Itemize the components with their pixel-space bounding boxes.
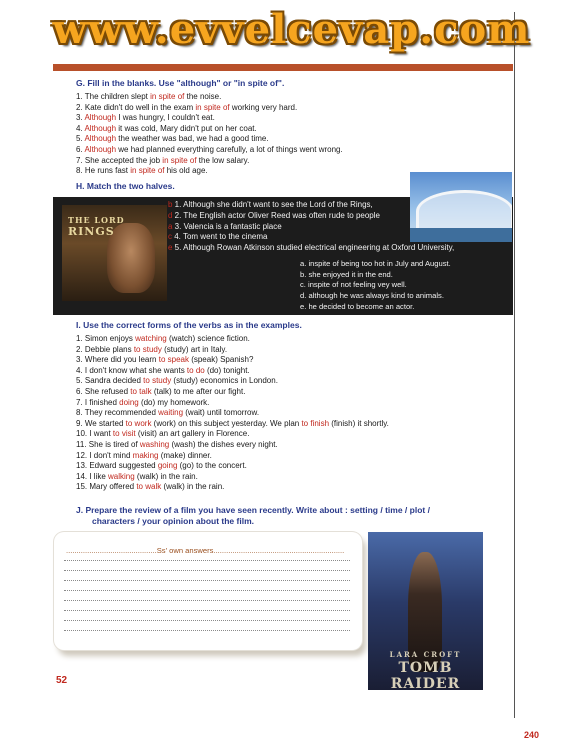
answer-text: making xyxy=(132,450,159,460)
fill-blank-item xyxy=(76,145,343,156)
match-sentence xyxy=(168,211,454,222)
item-text: the low salary. xyxy=(196,155,250,165)
item-text: (study) economics in London. xyxy=(171,376,278,386)
item-text: (walk) in the rain. xyxy=(161,482,225,492)
item-text: (walk) in the rain. xyxy=(134,471,198,481)
section-g-list xyxy=(76,92,343,177)
tomb-raider-poster xyxy=(368,532,483,690)
fill-blank-item xyxy=(76,92,343,103)
verb-form-item xyxy=(76,355,389,366)
answer-text: Although xyxy=(84,113,117,123)
answer-text: in spite of xyxy=(162,155,197,165)
sentence-text: 2. The English actor Oliver Reed was often rude to people xyxy=(172,210,380,220)
fill-blank-item xyxy=(76,134,343,145)
item-text: the noise. xyxy=(184,92,222,101)
match-sentence xyxy=(168,243,454,254)
item-text: 12. I don't mind xyxy=(76,450,133,460)
item-text: (talk) to me after our fight. xyxy=(151,386,246,396)
answer-text: to work xyxy=(125,418,152,428)
verb-form-item xyxy=(76,408,389,419)
item-text: (speak) Spanish? xyxy=(188,355,254,365)
item-text: 11. She is tired of xyxy=(76,439,140,449)
verb-form-item xyxy=(76,482,389,493)
verb-form-item xyxy=(76,451,389,462)
item-text: (make) dinner. xyxy=(158,450,212,460)
match-sentence xyxy=(168,222,454,233)
writing-line xyxy=(64,570,350,571)
verb-form-item xyxy=(76,387,389,398)
poster-title-line1: LARA CROFT xyxy=(389,650,462,659)
item-text: 1. The children slept xyxy=(76,92,151,101)
item-text: his old age. xyxy=(164,166,208,176)
item-text: (watch) science fiction. xyxy=(166,334,250,343)
answer-text: to finish xyxy=(301,418,330,428)
item-text: 2. Kate didn't do well in the exam xyxy=(76,102,196,112)
answer-text: to visit xyxy=(112,429,136,439)
match-sentence xyxy=(168,232,454,243)
page-number: 52 xyxy=(56,675,68,686)
item-text: (wash) the dishes every night. xyxy=(169,439,278,449)
match-letter: a xyxy=(168,221,173,231)
poster-title-line2: TOMB RAIDER xyxy=(390,660,461,690)
match-letter: d xyxy=(168,210,173,220)
fill-blank-item xyxy=(76,103,343,114)
match-answer: c. inspite of not feeling vey well. xyxy=(300,280,407,290)
writing-line xyxy=(64,620,350,621)
review-writing-box[interactable] xyxy=(54,532,362,650)
section-g-title: G. Fill in the blanks. Use "although" or "in spite of". xyxy=(76,78,285,88)
answer-text: washing xyxy=(139,439,170,449)
match-answer: e. he decided to become an actor. xyxy=(300,301,415,311)
item-text: 4. xyxy=(76,123,85,133)
match-sentences xyxy=(168,200,454,254)
fill-blank-item xyxy=(76,113,343,124)
item-text: 6. xyxy=(76,144,85,154)
answer-text: to walk xyxy=(136,482,162,492)
writing-line xyxy=(64,580,350,581)
match-answer: a. inspite of being too hot in July and August. xyxy=(300,259,451,268)
item-text: (do) my homework. xyxy=(138,397,210,407)
answer-text: watching xyxy=(135,334,167,343)
item-text: it was cold, Mary didn't put on her coat. xyxy=(116,123,257,133)
section-j-title-line1: J. Prepare the review of a film you have seen recently. Write about : setting / time / plot / xyxy=(76,505,430,515)
item-text: 1. Simon enjoys xyxy=(76,334,136,343)
writing-line xyxy=(64,630,350,631)
answer-note: ...........................................Ss' own answers.............................................................. xyxy=(66,546,345,555)
item-text: (go) to the concert. xyxy=(177,461,247,471)
writing-line xyxy=(64,600,350,601)
match-sentence xyxy=(168,200,454,211)
section-j-title-line2: characters / your opinion about the film. xyxy=(92,516,254,526)
item-text: 7. I finished xyxy=(76,397,120,407)
verb-form-item xyxy=(76,472,389,483)
item-text: 2. Debbie plans xyxy=(76,344,134,354)
item-text: 14. I like xyxy=(76,471,109,481)
item-text: (finish) it shortly. xyxy=(329,418,389,428)
item-text: I was hungry, I couldn't eat. xyxy=(116,113,215,123)
verb-form-item xyxy=(76,461,389,472)
fill-blank-item xyxy=(76,166,343,177)
poster-title-line2: RINGS xyxy=(68,225,115,238)
sentence-text: 1. Although she didn't want to see the Lord of the Rings, xyxy=(172,200,373,209)
item-text: (work) on this subject yesterday. We plan xyxy=(151,418,302,428)
verb-form-item xyxy=(76,345,389,356)
verb-form-item xyxy=(76,398,389,409)
verb-form-item xyxy=(76,429,389,440)
item-text: (do) tonight. xyxy=(204,365,250,375)
answer-text: to do xyxy=(186,365,205,375)
section-h-title: H. Match the two halves. xyxy=(76,181,175,191)
corner-number: 240 xyxy=(524,730,540,740)
item-text: 15. Mary offered xyxy=(76,482,137,492)
answer-text: in spite of xyxy=(195,102,230,112)
item-text: 3. xyxy=(76,113,85,123)
sentence-text: 4. Tom went to the cinema xyxy=(172,232,268,242)
verb-form-item xyxy=(76,366,389,377)
fill-blank-item xyxy=(76,124,343,135)
fill-blank-item xyxy=(76,156,343,167)
answer-text: to speak xyxy=(158,355,189,365)
item-text: we had planned everything carefully, a lot of things went wrong. xyxy=(116,144,343,154)
verb-form-item xyxy=(76,440,389,451)
item-text: (wait) until tomorrow. xyxy=(183,408,260,418)
match-letter: b xyxy=(168,200,173,209)
answer-text: in spite of xyxy=(130,166,165,176)
item-text: 7. She accepted the job xyxy=(76,155,163,165)
answer-text: to study xyxy=(133,344,162,354)
match-answer: d. although he was always kind to animals. xyxy=(300,291,444,301)
answer-text: to study xyxy=(143,376,172,386)
sentence-text: 3. Valencia is a fantastic place xyxy=(172,221,282,231)
item-text: (study) art in Italy. xyxy=(161,344,228,354)
answer-text: in spite of xyxy=(150,92,185,101)
verb-form-item xyxy=(76,334,389,345)
answer-text: walking xyxy=(108,471,135,481)
lord-of-the-rings-poster xyxy=(62,205,167,301)
item-text: 4. I don't know what she wants xyxy=(76,365,187,375)
item-text: 5. xyxy=(76,134,85,144)
answer-text: doing xyxy=(119,397,139,407)
answer-text: Although xyxy=(84,144,117,154)
item-text: working very hard. xyxy=(229,102,298,112)
sentence-text: 5. Although Rowan Atkinson studied electrical engineering at Oxford University, xyxy=(172,243,455,253)
writing-line xyxy=(64,590,350,591)
item-text: 6. She refused xyxy=(76,386,131,396)
verb-form-item xyxy=(76,376,389,387)
answer-text: Although xyxy=(84,134,117,144)
item-text: 8. He runs fast xyxy=(76,166,131,176)
watermark: www.evvelcevap.com xyxy=(52,6,531,53)
item-text: the weather was bad, we had a good time. xyxy=(116,134,269,144)
match-answers xyxy=(300,259,451,313)
writing-line xyxy=(64,610,350,611)
match-letter: e xyxy=(168,243,173,253)
answer-text: waiting xyxy=(158,408,184,418)
match-answer: b. she enjoyed it in the end. xyxy=(300,269,393,279)
item-text: 8. They recommended xyxy=(76,408,159,418)
item-text: 3. Where did you learn xyxy=(76,355,159,365)
item-text: (visit) an art gallery in Florence. xyxy=(135,429,250,439)
writing-line xyxy=(64,560,350,561)
section-i-title: I. Use the correct forms of the verbs as in the examples. xyxy=(76,320,302,330)
item-text: 13. Edward suggested xyxy=(76,461,158,471)
item-text: 9. We started xyxy=(76,418,126,428)
section-i-list xyxy=(76,334,389,493)
poster-title-line1: THE LORD xyxy=(68,215,125,225)
match-letter: c xyxy=(168,232,172,242)
verb-form-item xyxy=(76,419,389,430)
item-text: 10. I want xyxy=(76,429,113,439)
answer-text: Although xyxy=(84,123,117,133)
item-text: 5. Sandra decided xyxy=(76,376,144,386)
header-bar xyxy=(53,64,513,71)
answer-text: to talk xyxy=(130,386,152,396)
answer-text: going xyxy=(157,461,178,471)
